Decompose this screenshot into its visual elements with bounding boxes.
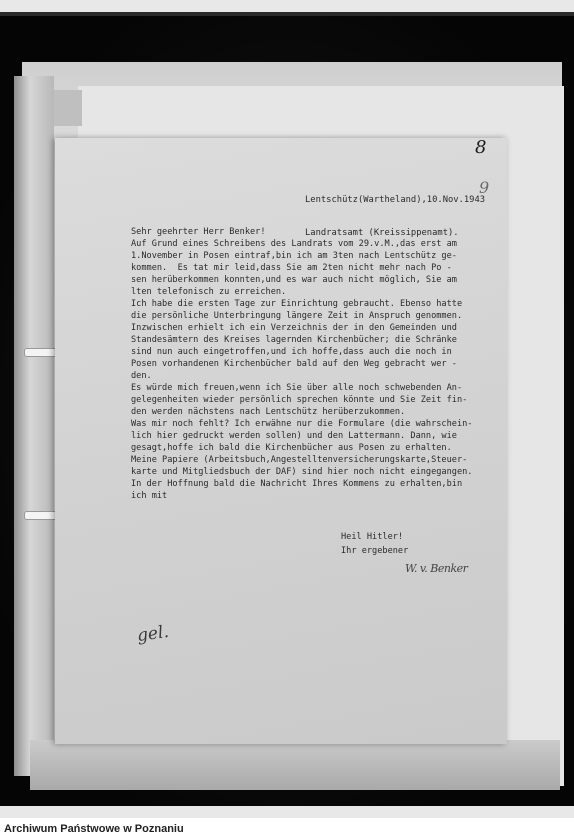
binder-edge [14, 76, 54, 776]
body-line: ich mit [131, 491, 168, 501]
body-line: karte und Mitgliedsbuch der DAF) sind hier noch nicht eingegangen. [131, 467, 473, 477]
body-line: In der Hoffnung bald die Nachricht Ihres Kommens zu erhalten,bin [131, 479, 463, 489]
letter-content [55, 138, 507, 744]
body-line: die persönliche Unterbringung längere Zeit in Anspruch genommen. [131, 311, 463, 321]
bottom-frame-bar [0, 806, 574, 818]
bottom-sheet-edge [30, 740, 560, 790]
body-line: kommen. Es tat mir leid,dass Sie am 2ten nicht mehr nach Po - [131, 263, 452, 273]
handwritten-initials: gel. [135, 621, 171, 647]
letter-body [131, 226, 501, 502]
handwritten-signature: W. v. Benker [405, 562, 468, 575]
body-line: Meine Papiere (Arbeitsbuch,Angestelltenversicherungskarte,Steuer- [131, 455, 468, 465]
letter-page [55, 138, 507, 744]
body-line: 1.November in Posen eintraf,bin ich am 3ten nach Lentschütz ge- [131, 251, 457, 261]
archive-footer: Archiwum Państwowe w Poznaniu [0, 818, 574, 840]
body-line: lten telefonisch zu erreichen. [131, 287, 287, 297]
page-number-mark: 9 [479, 178, 490, 197]
body-line: sind nun auch eingetroffen,und ich hoffe,dass auch die noch in [131, 347, 452, 357]
sender-office: Landratsamt (Kreissippenamt). [305, 228, 459, 238]
letter-closing [341, 530, 408, 558]
body-line: gesagt,hoffe ich bald die Kirchenbücher aus Posen zu erhalten. [131, 443, 452, 453]
body-line: Es würde mich freuen,wenn ich Sie über alle noch schwebenden An- [131, 383, 463, 393]
place-date: Lentschütz(Wartheland),10.Nov.1943 [305, 195, 486, 205]
top-frame-bar [0, 0, 574, 12]
body-line: lich hier gedruckt werden sollen) und den Lattermann. Dann, wie [131, 431, 457, 441]
body-line: Standesämtern des Kreises lagernden Kirchenbücher; die Schränke [131, 335, 457, 345]
body-line: Was mir noch fehlt? Ich erwähne nur die Formulare (die wahrschein- [131, 419, 473, 429]
body-line: Auf Grund eines Schreibens des Landrats vom 29.v.M.,das erst am [131, 239, 457, 249]
body-line: den. [131, 371, 152, 381]
body-line: Inzwischen erhielt ich ein Verzeichnis der in den Gemeinden und [131, 323, 457, 333]
body-line: sen herüberkommen konnten,und es war auch nicht möglich, Sie am [131, 275, 457, 285]
body-line: Ich habe die ersten Tage zur Einrichtung gebraucht. Ebenso hatte [131, 299, 463, 309]
page-number-mark: 8 [475, 137, 487, 158]
closing-greeting: Heil Hitler! [341, 532, 404, 542]
salutation: Sehr geehrter Herr Benker! [131, 227, 266, 237]
body-text [131, 238, 501, 502]
body-line: Posen vorhandenen Kirchenbücher bald auf den Weg gebracht wer - [131, 359, 457, 369]
body-line: den werden nächstens nach Lentschütz herüberzukommen. [131, 407, 406, 417]
scan-area [0, 16, 574, 806]
body-line: gelegenheiten wieder persönlich sprechen könnte und Sie Zeit fin- [131, 395, 468, 405]
closing-phrase: Ihr ergebener [341, 546, 409, 556]
